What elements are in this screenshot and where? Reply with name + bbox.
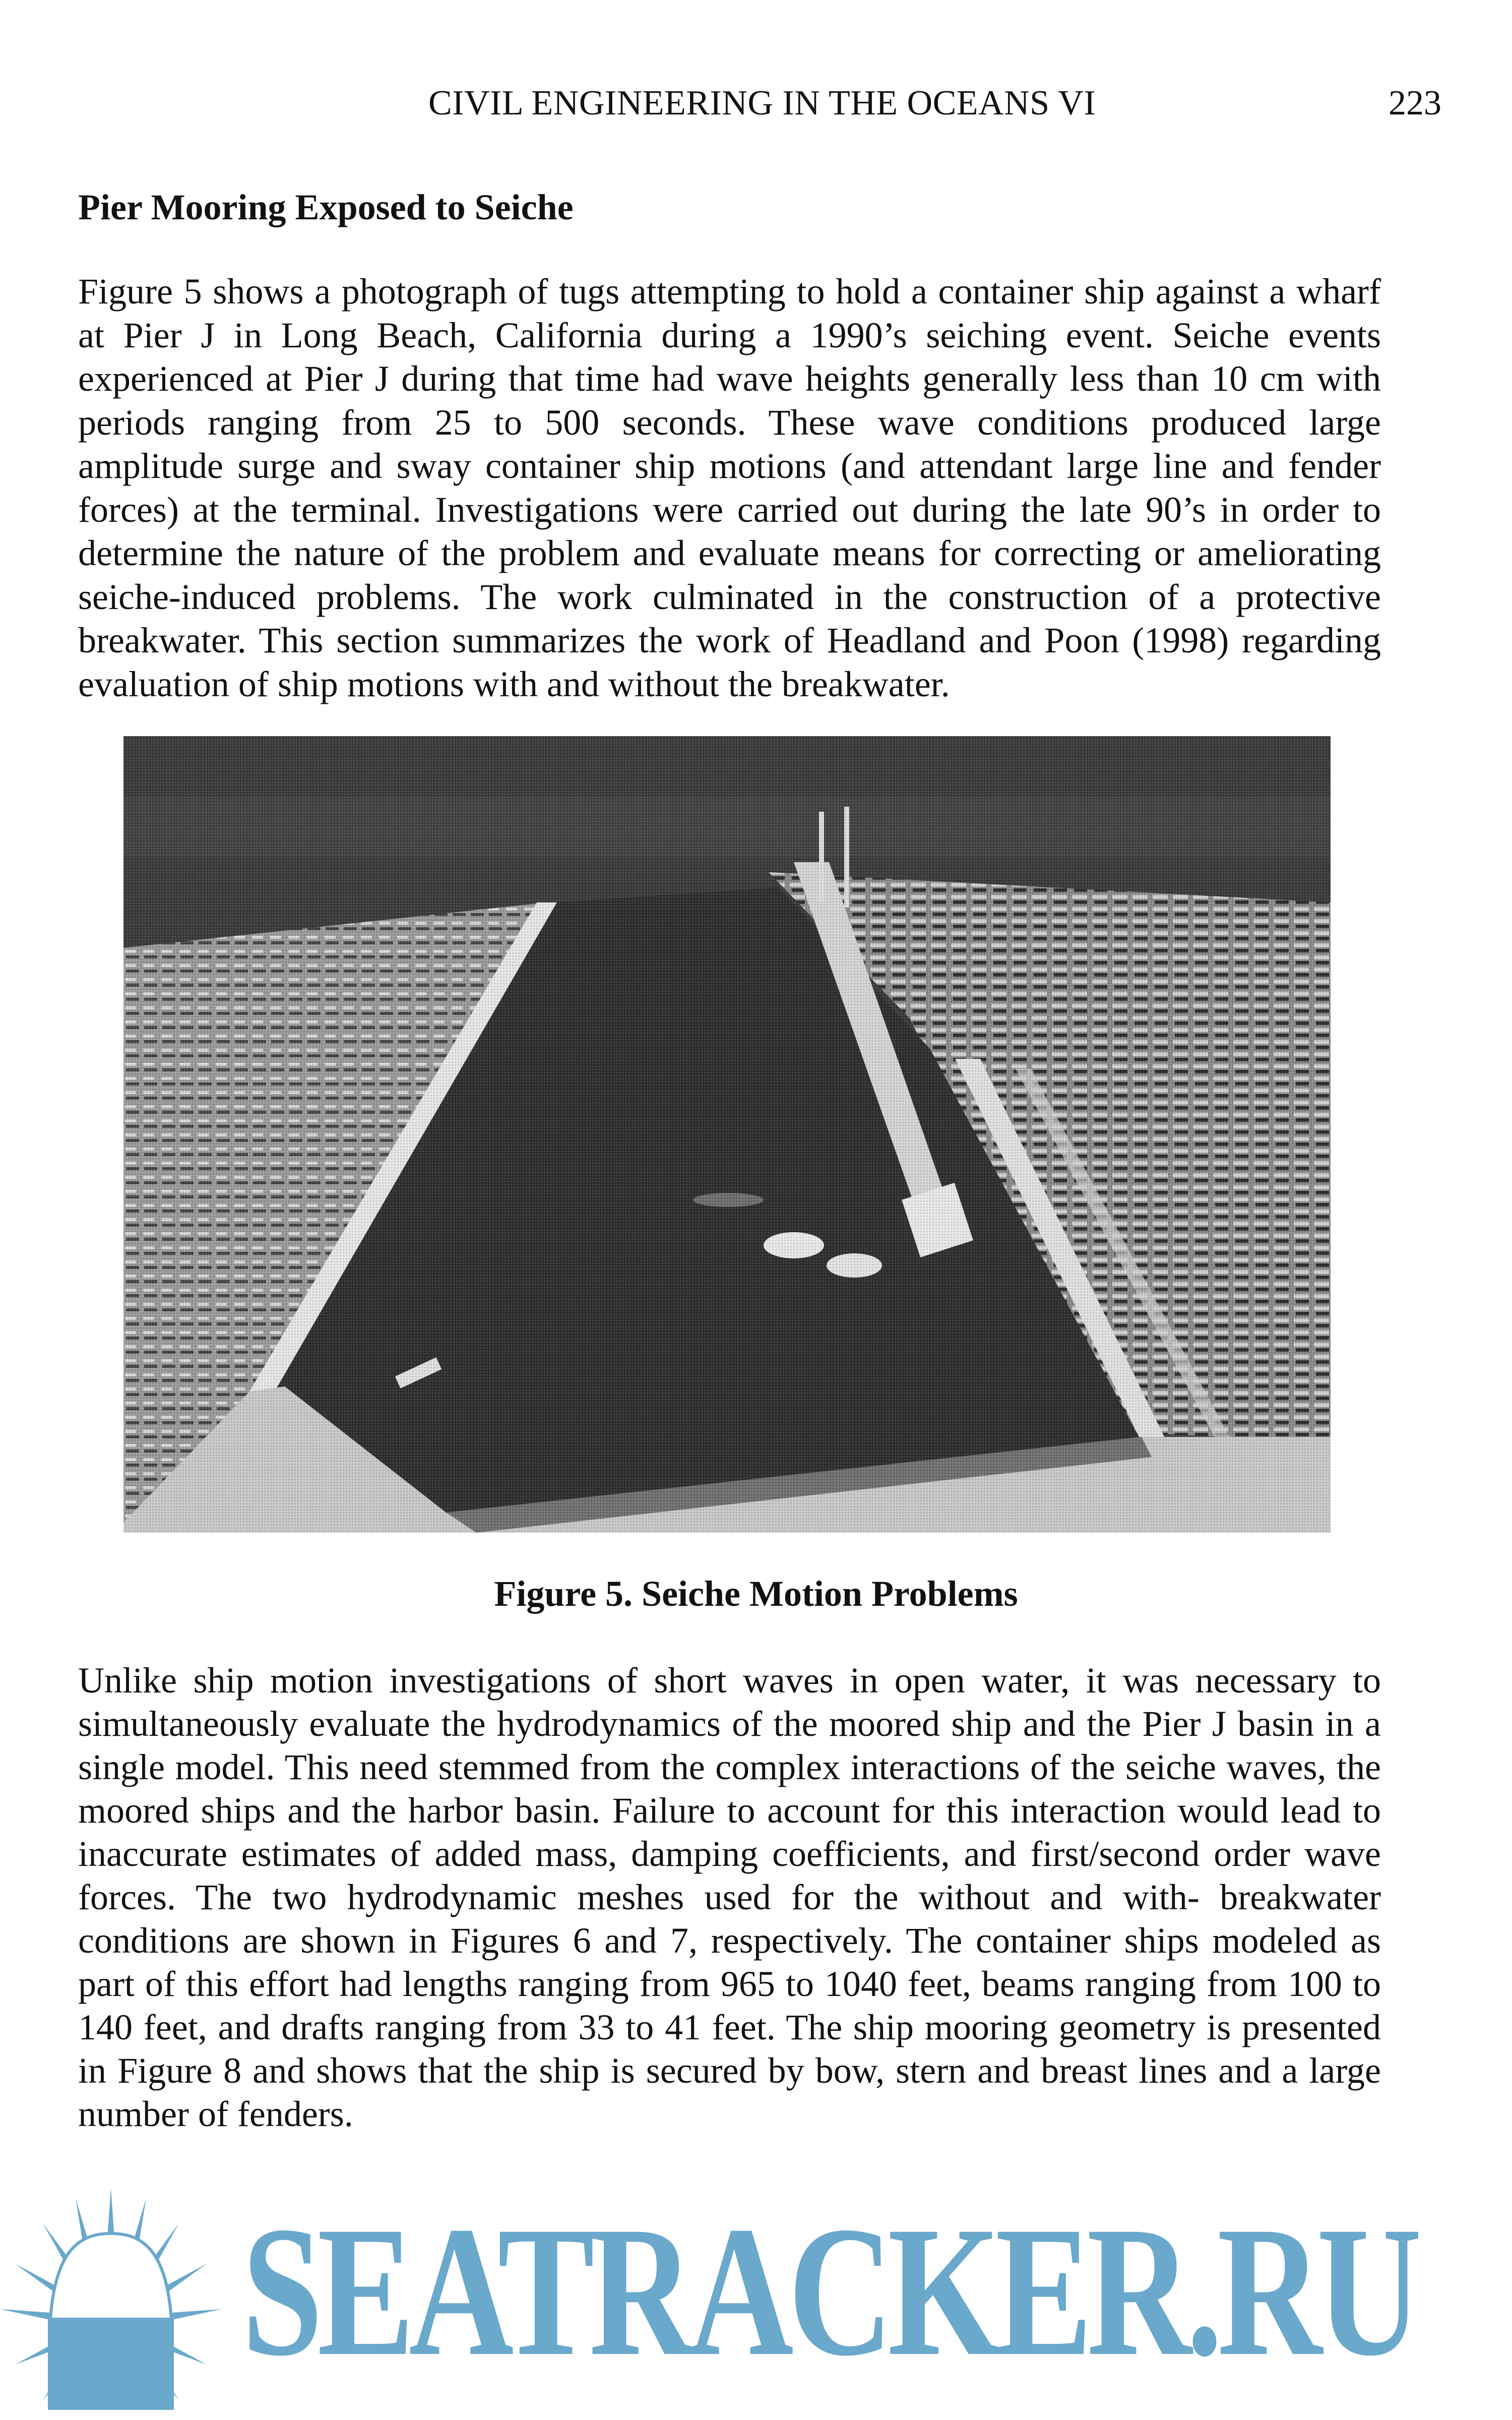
- watermark-text: SEATRACKER.RU: [242, 2188, 1417, 2395]
- watermark: [0, 2188, 1512, 2410]
- page-number: 223: [1389, 84, 1441, 123]
- body-paragraph-2: Unlike ship motion investigations of short waves in open water, it was necessary to simultaneously evaluate the hydrodynamics of the moored ship and the Pier J basin in a single model. This need stemmed from the complex interactions of the seiche waves, the moored ships and the harbor basin. Failure to account for this interaction would lead to inaccurate estimates of added mass, damping coefficients, and first/second order wave forces. The two hydrodynamic meshes used for the without and with- breakwater conditions are shown in Figures 6 and 7, respectively. The container ships modeled as part of this effort had lengths ranging from 965 to 1040 feet, beams ranging from 100 to 140 feet, and drafts ranging from 33 to 41 feet. The ship mooring geometry is presented in Figure 8 and shows that the ship is secured by bow, stern and breast lines and a large number of fenders.: [78, 1660, 1381, 2134]
- body-paragraph-1: Figure 5 shows a photograph of tugs attempting to hold a container ship against a wharf at Pier J in Long Beach, California during a 1990’s seiching event. Seiche events experienced at Pier J during that time had wave heights generally less than 10 cm with periods ranging from 25 to 500 seconds. These wave conditions produced large amplitude surge and sway container ship motions (and attendant large line and fender forces) at the terminal. Investigations were carried out during the late 90’s in order to determine the nature of the problem and evaluate means for correcting or ameliorating seiche-induced problems. The work culminated in the construction of a protective breakwater. This section summarizes the work of Headland and Poon (1998) regarding evaluation of ship motions with and without the breakwater.: [78, 271, 1381, 704]
- running-title: CIVIL ENGINEERING IN THE OCEANS VI: [428, 84, 1096, 123]
- section-heading: Pier Mooring Exposed to Seiche: [78, 187, 574, 227]
- aerial-photo: [123, 736, 1331, 1533]
- figure-photo: [123, 736, 1331, 1533]
- running-header: [0, 83, 1512, 129]
- figure-caption: Figure 5. Seiche Motion Problems: [494, 1574, 1018, 1614]
- sun-icon: [0, 2188, 222, 2410]
